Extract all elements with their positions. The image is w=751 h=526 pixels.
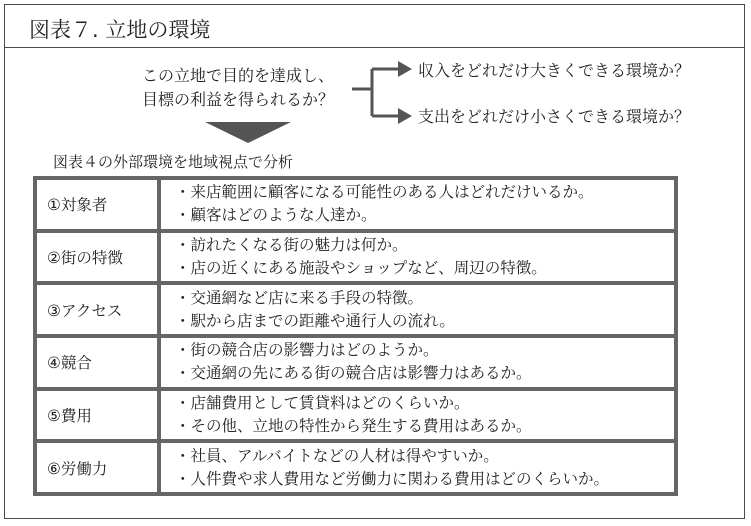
central-question	[142, 64, 334, 112]
row-label: ③アクセス	[35, 283, 159, 336]
down-arrow-icon	[205, 122, 291, 143]
arrow-head-bottom-icon	[398, 108, 412, 124]
table-subtitle: 図表４の外部環境を地域視点で分析	[53, 153, 294, 171]
row-items	[159, 283, 676, 336]
table-row	[35, 389, 676, 442]
branch-income: 収入をどれだけ大きくできる環境か？	[418, 61, 691, 80]
branch-expense: 支出をどれだけ小さくできる環境か？	[418, 107, 691, 126]
table-row	[35, 283, 676, 336]
analysis-table	[33, 176, 678, 496]
list-item: ・訪れたくなる街の魅力は何か。	[175, 235, 408, 254]
list-item: ・来店範囲に顧客になる可能性のある人はどれだけいるか。	[175, 183, 594, 202]
row-items	[159, 441, 676, 494]
list-item: ・顧客はどのような人達か。	[175, 206, 377, 225]
row-label: ⑤費用	[35, 389, 159, 442]
table-row	[35, 231, 676, 284]
row-label: ②街の特徴	[35, 231, 159, 284]
row-items	[159, 178, 676, 231]
list-item: ・社員、アルバイトなどの人材は得やすいか。	[175, 446, 499, 465]
row-items	[159, 231, 676, 284]
row-items	[159, 336, 676, 389]
arrow-head-top-icon	[398, 61, 412, 77]
table-row	[35, 441, 676, 494]
list-item: ・店舗費用として賃貸料はどのくらいか。	[175, 393, 470, 412]
list-item: ・交通網の先にある街の競合店は影響力はあるか。	[175, 364, 532, 383]
row-label: ①対象者	[35, 178, 159, 231]
list-item: ・その他、立地の特性から発生する費用はあるか。	[175, 416, 532, 435]
list-item: ・交通網など店に来る手段の特徴。	[175, 288, 424, 307]
list-item: ・駅から店までの距離や通行人の流れ。	[175, 311, 455, 330]
row-label: ④競合	[35, 336, 159, 389]
row-label: ⑥労働力	[35, 441, 159, 494]
figure-title: 図表７. 立地の環境	[29, 18, 211, 42]
list-item: ・店の近くにある施設やショップなど、周辺の特徴。	[175, 258, 547, 277]
row-items	[159, 389, 676, 442]
question-line-1: この立地で目的を達成し、	[142, 66, 335, 85]
table-row	[35, 178, 676, 231]
table-row	[35, 336, 676, 389]
list-item: ・街の競合店の影響力はどのようか。	[175, 341, 439, 360]
question-line-2: 目標の利益を得られるか？	[142, 90, 335, 109]
list-item: ・人件費や求人費用など労働力に関わる費用はどのくらいか。	[175, 469, 610, 488]
